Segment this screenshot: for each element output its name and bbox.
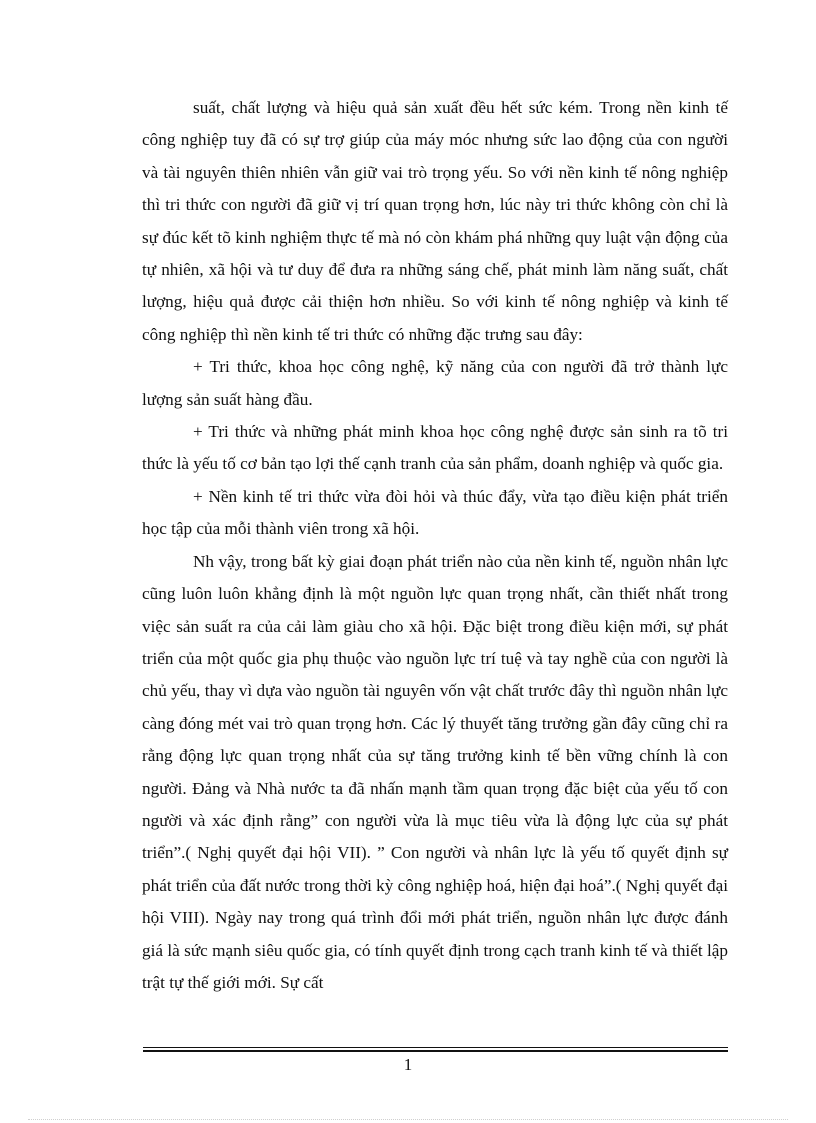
paragraph-conclusion: Nh vậy, trong bất kỳ giai đoạn phát triển nào của nền kinh tế, nguồn nhân lực cũng luôn luôn khẳng định là một nguồn lực quan trọng nhất, cần thiết nhất trong việc sản suất ra của cải làm giàu cho xã hội. Đặc biệt trong điều kiện mới, sự phát triển của một quốc gia phụ thuộc vào nguồn lực trí tuệ và tay nghề của con người là chủ yếu, thay vì dựa vào nguồn tài nguyên vốn vật chất trước đây thì nguồn nhân lực càng đóng mét vai trò quan trọng hơn. Các lý thuyết tăng trưởng gần đây cũng chỉ ra rằng động lực quan trọng nhất của sự tăng trưởng kinh tế bền vững chính là con người. Đảng và Nhà nước ta đã nhấn mạnh tầm quan trọng đặc biệt của yếu tố con người và xác định rằng” con người vừa là mục tiêu vừa là động lực của sự phát triển”.( Nghị quyết đại hội VII). ” Con người và nhân lực là yếu tố quyết định sự phát triển của đất nước trong thời kỳ công nghiệp hoá, hiện đại hoá”.( Nghị quyết đại hội VIII). Ngày nay trong quá trình đổi mới phát triển, nguồn nhân lực được đánh giá là sức mạnh siêu quốc gia, có tính quyết định trong cạch tranh kinh tế và thiết lập trật tự thế giới mới. Sự cất: [142, 551, 728, 992]
bullet-item-3: + Nền kinh tế tri thức vừa đòi hỏi và thúc đẩy, vừa tạo điều kiện phát triển học tập của mỗi thành viên trong xã hội.: [142, 486, 728, 539]
footer-rule-thick: [143, 1050, 728, 1052]
page-bottom-edge: [28, 1119, 788, 1120]
bullet-item-2: + Tri thức và những phát minh khoa học công nghệ được sản sinh ra tõ tri thức là yếu tố cơ bản tạo lợi thế cạnh tranh của sản phẩm, doanh nghiệp và quốc gia.: [142, 422, 728, 474]
paragraph-intro: suất, chất lượng và hiệu quả sản xuất đều hết sức kém. Trong nền kinh tế công nghiệp tuy đã có sự trợ giúp của máy móc nhưng sức lao động của con người và tài nguyên thiên nhiên vẫn giữ vai trò trọng yếu. So với nền kinh tế nông nghiệp thì tri thức con người đã giữ vị trí quan trọng hơn, lúc này tri thức không còn chỉ là sự đúc kết tõ kinh nghiệm thực tế mà nó còn khám phá những quy luật vận động của tự nhiên, xã hội và tư duy để đưa ra những sáng chế, phát minh làm năng suất, chất lượng, hiệu quả được cải thiện hơn nhiều. So với kinh tế nông nghiệp và kinh tế công nghiệp thì nền kinh tế tri thức có những đặc trưng sau đây:: [142, 98, 728, 344]
page-number: 1: [403, 1055, 413, 1074]
document-body: [142, 92, 728, 999]
footer-rule-thin: [143, 1047, 728, 1048]
bullet-item-1: + Tri thức, khoa học công nghệ, kỹ năng của con người đã trở thành lực lượng sản suất hàng đầu.: [142, 357, 728, 409]
